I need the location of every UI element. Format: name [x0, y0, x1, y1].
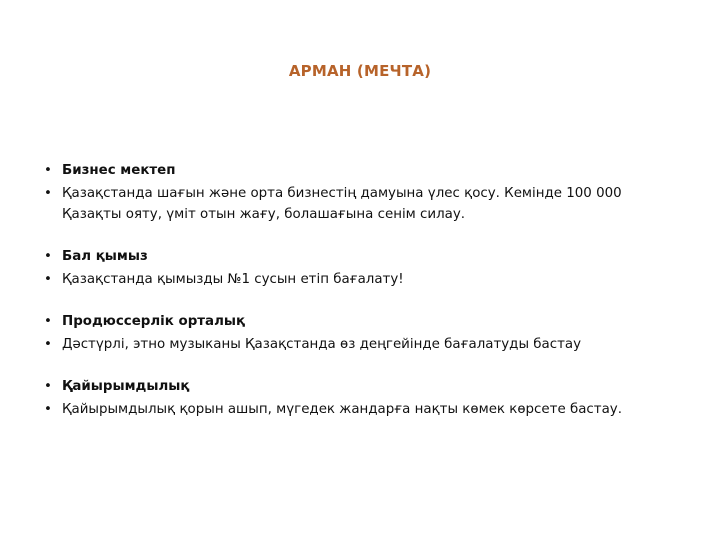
spacer [44, 227, 684, 246]
bullet-icon: • [44, 314, 52, 329]
bullet-icon: • [44, 337, 52, 352]
section-text-producer-center [44, 334, 684, 355]
section-heading-bal-kymyz [44, 246, 684, 267]
body-text: Дәстүрлі, этно музыканы Қазақстанда өз деңгейінде бағалатуды бастау [62, 337, 582, 352]
bullet-icon: • [44, 402, 52, 417]
section-text-bal-kymyz [44, 269, 684, 290]
body-text: Қазақстанда шағын және орта бизнестің дамуына үлес қосу. Кемінде 100 000 Қазақты ояту, үміт отын жағу, болашағына сенім силау. [62, 186, 622, 222]
heading-text: Бизнес мектеп [62, 163, 176, 178]
body-text: Қайырымдылық қорын ашып, мүгедек жандарға нақты көмек көрсете бастау. [62, 402, 622, 417]
slide-body [44, 160, 684, 422]
heading-text: Қайырымдылық [62, 379, 190, 394]
section-heading-producer-center [44, 311, 684, 332]
bullet-icon: • [44, 163, 52, 178]
bullet-icon: • [44, 379, 52, 394]
bullet-icon: • [44, 272, 52, 287]
spacer [44, 357, 684, 376]
spacer [44, 292, 684, 311]
slide-title: АРМАН (МЕЧТА) [288, 62, 432, 80]
section-text-charity [44, 399, 684, 420]
body-text: Қазақстанда қымызды №1 сусын етіп бағалату! [62, 272, 404, 287]
bullet-icon: • [44, 249, 52, 264]
heading-text: Бал қымыз [62, 249, 148, 264]
section-text-business-school [44, 183, 684, 225]
heading-text: Продюссерлік орталық [62, 314, 246, 329]
section-heading-business-school [44, 160, 684, 181]
bullet-icon: • [44, 186, 52, 201]
section-heading-charity [44, 376, 684, 397]
